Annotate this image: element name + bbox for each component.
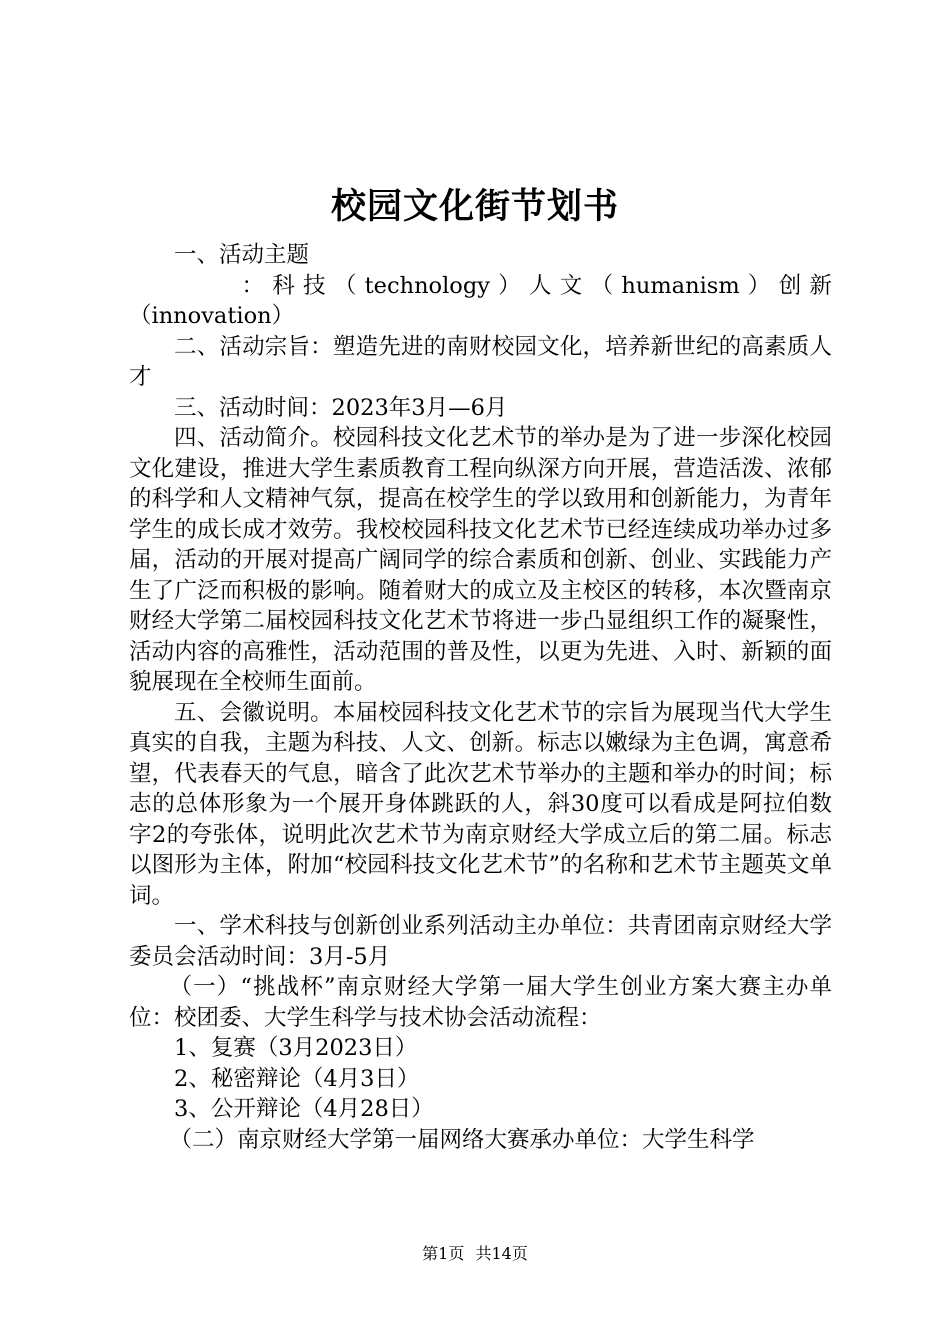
list-item-secret-debate: 2、秘密辩论（4月3日）	[174, 1065, 420, 1092]
paragraph-academic-activities: 一、学术科技与创新创业系列活动主办单位：共青团南京财经大学委员会活动时间：3月-5月	[129, 913, 832, 970]
paragraph-time: 三、活动时间：2023年3月—6月	[174, 394, 508, 421]
page-footer	[0, 1243, 950, 1265]
list-item-rematch: 1、复赛（3月2023日）	[174, 1035, 418, 1061]
page-number: 第1页	[422, 1244, 465, 1263]
paragraph-theme: ：科技（technology）人文（humanism）创新（innovation）	[129, 272, 832, 329]
paragraph-purpose: 二、活动宗旨：塑造先进的南财校园文化，培养新世纪的高素质人才	[129, 333, 832, 390]
document-title: 校园文化街节划书	[330, 186, 619, 227]
paragraph-emblem: 五、会徽说明。本届校园科技文化艺术节的宗旨为展现当代大学生真实的自我，主题为科技、人文、创新。标志以嫩绿为主色调，寓意希望，代表春天的气息，暗含了此次艺术节举办的主题和举办的时间；标志的总体形象为一个展开身体跳跃的人，斜30度可以看成是阿拉伯数字2的夸张体，说明此次艺术节为南京财经大学成立后的第二届。标志以图形为主体，附加“校园科技文化艺术节”的名称和艺术节主题英文单词。	[129, 699, 832, 909]
section-heading-theme: 一、活动主题	[174, 242, 310, 268]
page-total: 共14页	[475, 1244, 528, 1263]
document-body	[129, 240, 832, 1155]
paragraph-challenge-cup: （一）“挑战杯”南京财经大学第一届大学生创业方案大赛主办单位：校团委、大学生科学与技术协会活动流程：	[129, 974, 832, 1031]
paragraph-introduction: 四、活动简介。校园科技文化艺术节的举办是为了进一步深化校园文化建设，推进大学生素质教育工程向纵深方向开展，营造活泼、浓郁的科学和人文精神气氛，提高在校学生的学以致用和创新能力，为青年学生的成长成才效劳。我校校园科技文化艺术节已经连续成功举办过多届，活动的开展对提高广阔同学的综合素质和创新、创业、实践能力产生了广泛而积极的影响。随着财大的成立及主校区的转移，本次暨南京财经大学第二届校园科技文化艺术节将进一步凸显组织工作的凝聚性，活动内容的高雅性，活动范围的普及性，以更为先进、入时、新颖的面貌展现在全校师生面前。	[129, 425, 832, 695]
paragraph-network-contest: （二）南京财经大学第一届网络大赛承办单位：大学生科学	[169, 1126, 755, 1153]
list-item-public-debate: 3、公开辩论（4月28日）	[174, 1096, 434, 1122]
